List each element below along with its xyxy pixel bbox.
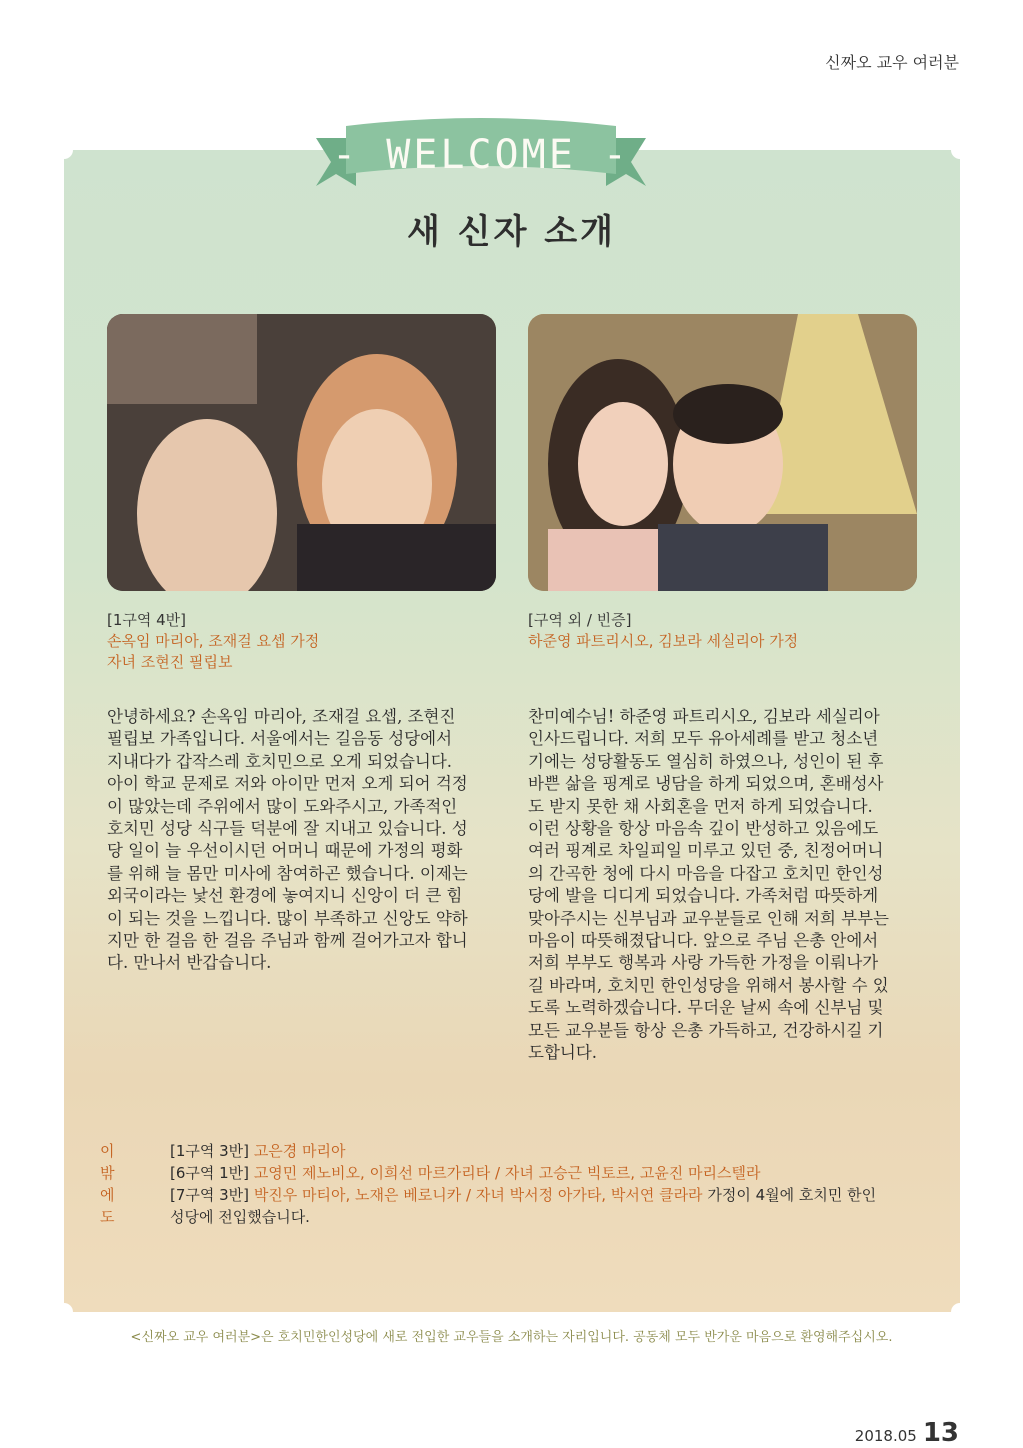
others-line3-tail: 가정이 4월에 호치민 한인 <box>707 1186 877 1204</box>
family-2-district: [구역 외 / 빈증] <box>528 611 632 629</box>
family-photo-1 <box>107 314 496 591</box>
others-line2-tag: [6구역 1반] <box>170 1164 250 1182</box>
family-2-caption <box>528 610 798 652</box>
others-line1-tag: [1구역 3반] <box>170 1142 250 1160</box>
page-heading: 새 신자 소개 <box>407 212 616 252</box>
welcome-banner-text: - WELCOME - <box>332 132 630 178</box>
others-line4: 성당에 전입했습니다. <box>170 1208 310 1226</box>
others-line2-names: 고영민 제노비오, 이희선 마르가리타 / 자녀 고승근 빅토르, 고윤진 마리스텔라 <box>253 1164 761 1182</box>
family-1-names: 손옥임 마리아, 조재걸 요셉 가정 <box>107 632 320 650</box>
issue-date: 2018.05 <box>854 1427 917 1445</box>
family-1-caption <box>107 610 319 673</box>
family-1-children: 자녀 조현진 필립보 <box>107 653 233 671</box>
family-1-district: [1구역 4반] <box>107 611 187 629</box>
page-footer <box>854 1418 959 1448</box>
family-1-message: 안녕하세요? 손옥임 마리아, 조재걸 요셉, 조현진 필립보 가족입니다. 서울에서는 길음동 성당에서 지내다가 갑작스레 호치민으로 오게 되었습니다. 아이 학교 문제로 저와 아이만 먼저 오게 되어 걱정 이 많았는데 주위에서 많이 도와주시고, 가족적인 호치민 성당 식구들 덕분에 잘 지내고 있습니다. 성 당 일이 늘 우선이시던 어머니 때문에 가정의 평화 를 위해 늘 몸만 미사에 참여하곤 했습니다. 이제는 외국이라는 낯선 환경에 놓여지니 신앙이 더 큰 힘 이 되는 것을 느낍니다. 많이 부족하고 신앙도 약하 지만 한 걸음 한 걸음 주님과 함께 걸어가고자 합니 다. 만나서 반갑습니다. <box>107 707 468 973</box>
family-2-names: 하준영 파트리시오, 김보라 세실리아 가정 <box>528 632 799 650</box>
others-line3-tag: [7구역 3반] <box>170 1186 250 1204</box>
family-photo-2 <box>528 314 917 591</box>
others-lead: 이밖에도 <box>100 1142 115 1226</box>
family-2-message: 찬미예수님! 하준영 파트리시오, 김보라 세실리아 인사드립니다. 저희 모두 유아세례를 받고 청소년 기에는 성당활동도 열심히 하였으나, 성인이 된 후 바쁜 삶을 핑계로 냉담을 하게 되었으며, 혼배성사 도 받지 못한 채 사회혼을 먼저 하게 되었습니다. 이런 상황을 항상 마음속 깊이 반성하고 있음에도 여러 핑계로 차일피일 미루고 있던 중, 친정어머니 의 간곡한 청에 다시 마음을 다잡고 호치민 한인성 당에 발을 디디게 되었습니다. 가족처럼 따뜻하게 맞아주시는 신부님과 교우분들로 인해 저희 부부는 마음이 따뜻해졌답니다. 앞으로 주님 은총 안에서 저희 부부도 행복과 사랑 가득한 가정을 이뤄나가 길 바라며, 호치민 한인성당을 위해서 봉사할 수 있 도록 노력하겠습니다. 무더운 날씨 속에 신부님 및 모든 교우분들 항상 은총 가득하고, 건강하시길 기 도합니다. <box>528 707 889 1063</box>
footer-note: <신짜오 교우 여러분>은 호치민한인성당에 새로 전입한 교우들을 소개하는 자리입니다. 공동체 모두 반가운 마음으로 환영해주십시오. <box>130 1330 893 1345</box>
page-number: 13 <box>922 1418 959 1448</box>
section-title: 신짜오 교우 여러분 <box>825 53 959 72</box>
others-line3-names: 박진우 마티아, 노재은 베로니카 / 자녀 박서정 아가타, 박서연 클라라 <box>253 1186 703 1204</box>
others-line1-names: 고은경 마리아 <box>253 1142 346 1160</box>
